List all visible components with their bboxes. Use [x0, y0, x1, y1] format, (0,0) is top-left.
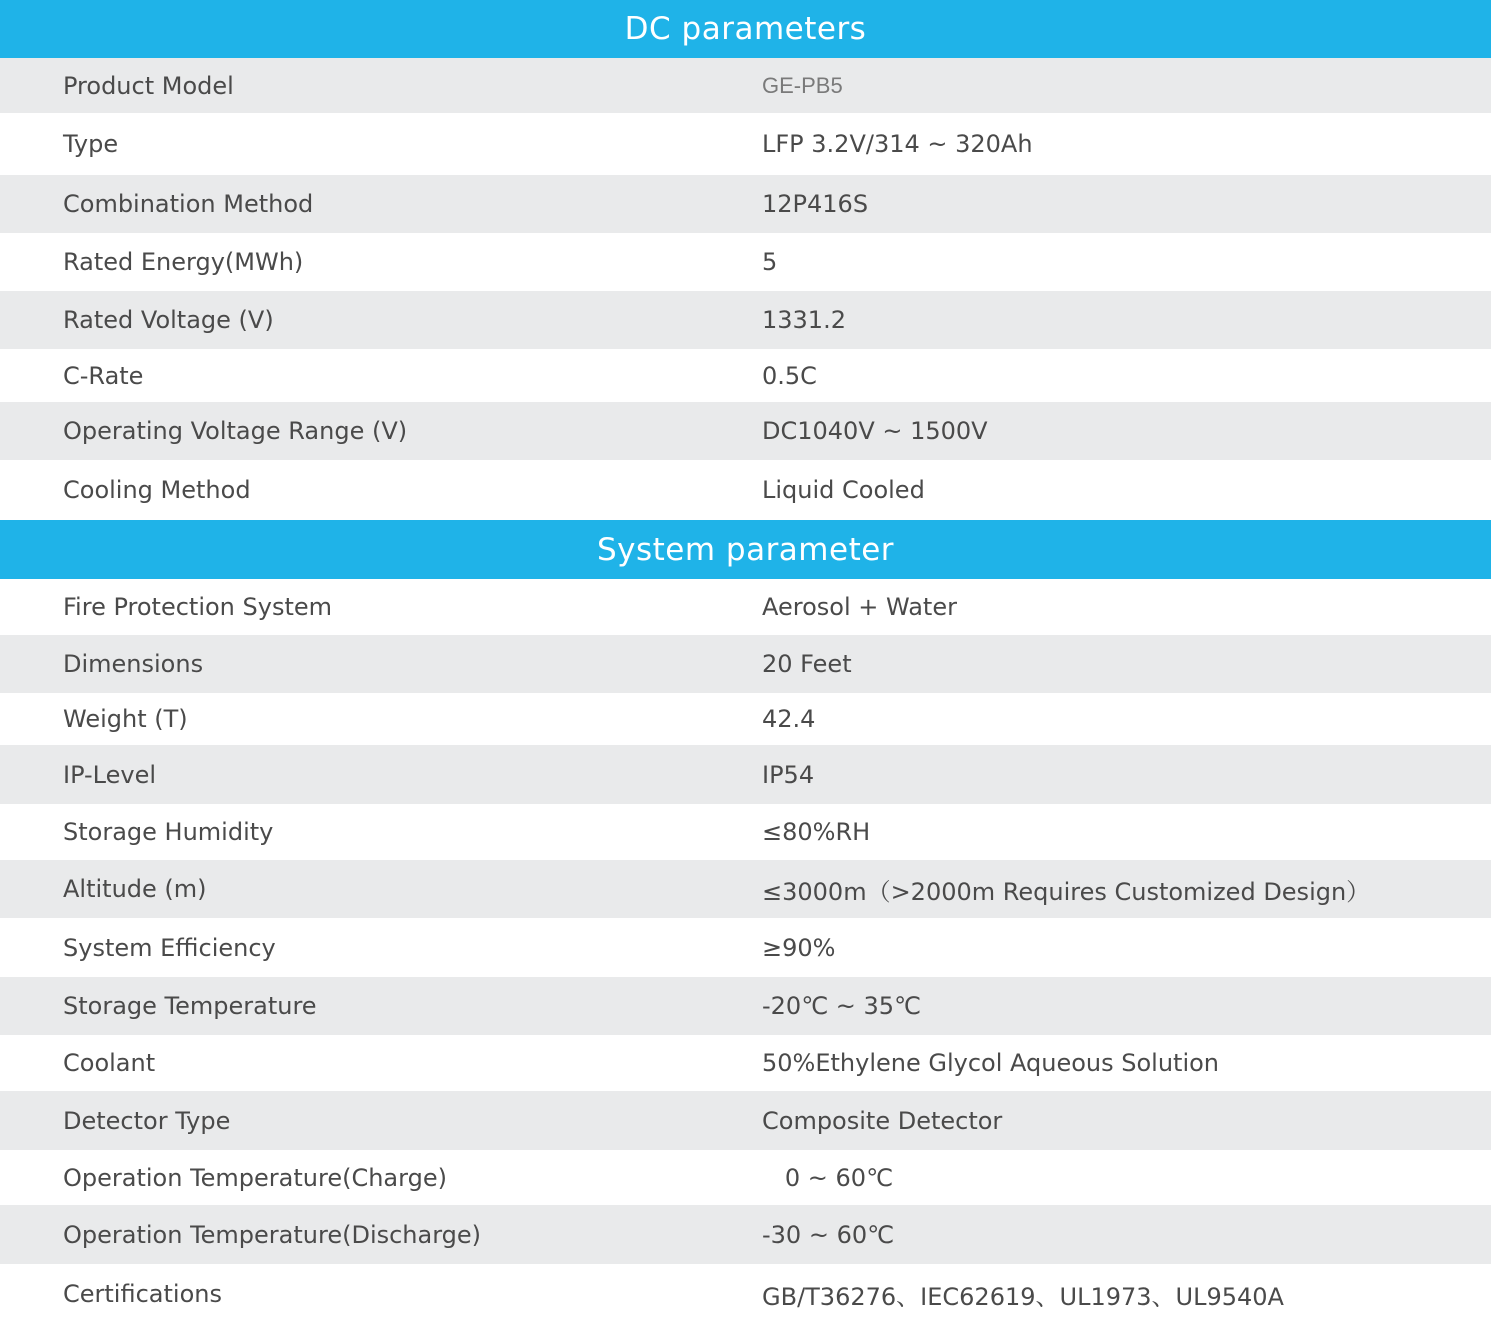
table-row: [0, 1091, 1491, 1150]
row-value: ≤80%RH: [762, 818, 871, 846]
row-value: 42.4: [762, 705, 816, 733]
row-value: GE-PB5: [762, 72, 843, 98]
system-parameter-header: [0, 520, 1491, 579]
table-row: [0, 402, 1491, 460]
table-row: [0, 860, 1491, 918]
table-row: [0, 175, 1491, 233]
table-row: [0, 693, 1491, 745]
row-label: Fire Protection System: [63, 593, 333, 621]
row-label: IP-Level: [63, 760, 157, 789]
row-value: 0 ~ 60℃: [762, 1163, 894, 1192]
row-value: GB/T36276、IEC62619、UL1973、UL9540A: [762, 1282, 1284, 1311]
row-value: Composite Detector: [762, 1106, 1003, 1135]
table-row: [0, 113, 1491, 175]
row-label: Coolant: [63, 1049, 156, 1077]
row-value: LFP 3.2V/314 ~ 320Ah: [762, 130, 1033, 158]
dc-parameters-title: DC parameters: [624, 11, 867, 47]
row-label: Operation Temperature(Discharge): [63, 1220, 482, 1249]
dc-parameters-header: [0, 0, 1491, 58]
row-value: ≤3000m（>2000m Requires Customized Design）: [762, 877, 1371, 906]
row-value: Liquid Cooled: [762, 476, 925, 504]
row-value: 20 Feet: [762, 650, 852, 678]
row-value: IP54: [762, 760, 815, 789]
row-value: DC1040V ~ 1500V: [762, 417, 988, 445]
table-row: [0, 1035, 1491, 1091]
table-row: [0, 349, 1491, 402]
row-label: Detector Type: [63, 1106, 231, 1135]
row-value: 1331.2: [762, 306, 846, 334]
row-label: Storage Temperature: [63, 992, 317, 1020]
table-row: [0, 918, 1491, 977]
table-row: [0, 58, 1491, 113]
row-label: Rated Energy(MWh): [63, 248, 304, 276]
table-row: [0, 291, 1491, 349]
row-label: Rated Voltage (V): [63, 306, 274, 334]
table-row: [0, 977, 1491, 1035]
table-row: [0, 1205, 1491, 1264]
row-label: C-Rate: [63, 361, 144, 390]
table-row: [0, 579, 1491, 635]
row-label: Combination Method: [63, 190, 314, 218]
table-row: [0, 233, 1491, 291]
table-row: [0, 745, 1491, 804]
table-row: [0, 635, 1491, 693]
row-value: 50%Ethylene Glycol Aqueous Solution: [762, 1049, 1220, 1077]
table-row: [0, 460, 1491, 520]
row-label: Operating Voltage Range (V): [63, 417, 408, 445]
table-row: [0, 1150, 1491, 1205]
system-parameter-title: System parameter: [596, 531, 895, 568]
row-label: Altitude (m): [63, 875, 207, 903]
row-label: Operation Temperature(Charge): [63, 1163, 447, 1192]
row-value: -20℃ ~ 35℃: [762, 992, 922, 1020]
row-value: 5: [762, 248, 778, 276]
row-label: Certifications: [63, 1280, 222, 1308]
row-label: Product Model: [63, 71, 234, 100]
row-value: 12P416S: [762, 190, 869, 218]
row-label: Storage Humidity: [63, 818, 274, 846]
row-label: Type: [63, 130, 119, 158]
row-value: 0.5C: [762, 361, 817, 390]
row-value: ≥90%: [762, 933, 836, 962]
row-value: Aerosol + Water: [762, 593, 957, 621]
row-label: System Efficiency: [63, 933, 276, 962]
row-value: -30 ~ 60℃: [762, 1220, 895, 1249]
table-row: [0, 804, 1491, 860]
row-label: Weight (T): [63, 705, 188, 733]
row-label: Dimensions: [63, 650, 204, 678]
row-label: Cooling Method: [63, 476, 251, 504]
table-row: [0, 1264, 1491, 1324]
